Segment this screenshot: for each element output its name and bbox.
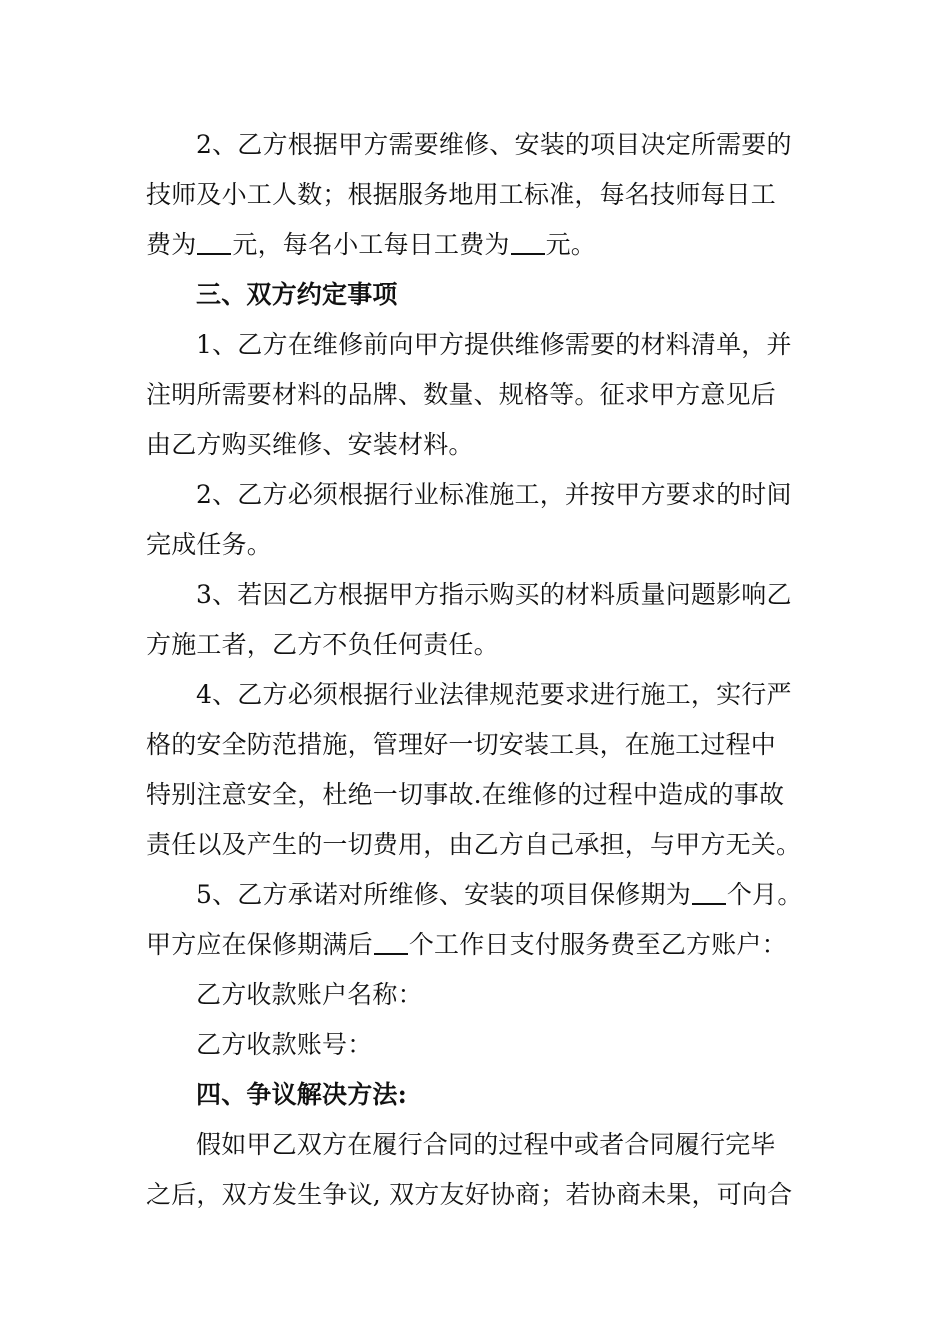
document-page: [146, 120, 808, 1220]
text-segment: 元。: [545, 230, 597, 259]
fill-in-blank: [692, 881, 726, 905]
text-segment: 费为: [146, 230, 197, 259]
text-segment: 元，每名小工每日工费为: [232, 230, 510, 259]
paragraph-line: 方施工者，乙方不负任何责任。: [146, 630, 499, 659]
paragraph-line: 之后，双方发生争议, 双方友好协商；若协商未果，可向合: [146, 1180, 793, 1209]
paragraph-line: [146, 870, 808, 920]
paragraph-line: [146, 220, 808, 270]
paragraph-line: 注明所需要材料的品牌、数量、规格等。征求甲方意见后: [146, 380, 777, 409]
paragraph-line: 责任以及产生的一切费用，由乙方自己承担，与甲方无关。: [146, 830, 802, 859]
section-heading: 四、争议解决方法:: [196, 1080, 408, 1109]
fill-in-blank: [197, 231, 231, 255]
paragraph-line: 技师及小工人数；根据服务地用工标准，每名技师每日工: [146, 180, 777, 209]
fill-in-blank: [511, 231, 545, 255]
fill-in-blank: [374, 931, 408, 955]
paragraph-line: 格的安全防范措施，管理好一切安装工具，在施工过程中: [146, 730, 777, 759]
text-segment: 个月。: [726, 880, 803, 909]
paragraph-line: 由乙方购买维修、安装材料。: [146, 430, 474, 459]
text-segment: 5、乙方承诺对所维修、安装的项目保修期为: [196, 880, 691, 909]
text-segment: 个工作日支付服务费至乙方账户：: [408, 930, 787, 959]
account-number-label: 乙方收款账号：: [196, 1030, 373, 1059]
paragraph-line: 1、乙方在维修前向甲方提供维修需要的材料清单，并: [196, 330, 792, 359]
paragraph-line: 4、乙方必须根据行业法律规范要求进行施工，实行严: [196, 680, 792, 709]
section-heading: 三、双方约定事项: [196, 280, 398, 309]
paragraph-line: [146, 920, 808, 970]
paragraph-line: 完成任务。: [146, 530, 273, 559]
paragraph-line: 特别注意安全，杜绝一切事故.在维修的过程中造成的事故: [146, 780, 785, 809]
text-segment: 甲方应在保修期满后: [146, 930, 373, 959]
paragraph-line: 3、若因乙方根据甲方指示购买的材料质量问题影响乙: [196, 580, 792, 609]
paragraph-line: 2、乙方必须根据行业标准施工，并按甲方要求的时间: [196, 480, 792, 509]
paragraph-line: 2、乙方根据甲方需要维修、安装的项目决定所需要的: [196, 130, 792, 159]
account-name-label: 乙方收款账户名称：: [196, 980, 423, 1009]
paragraph-line: 假如甲乙双方在履行合同的过程中或者合同履行完毕: [196, 1130, 776, 1159]
